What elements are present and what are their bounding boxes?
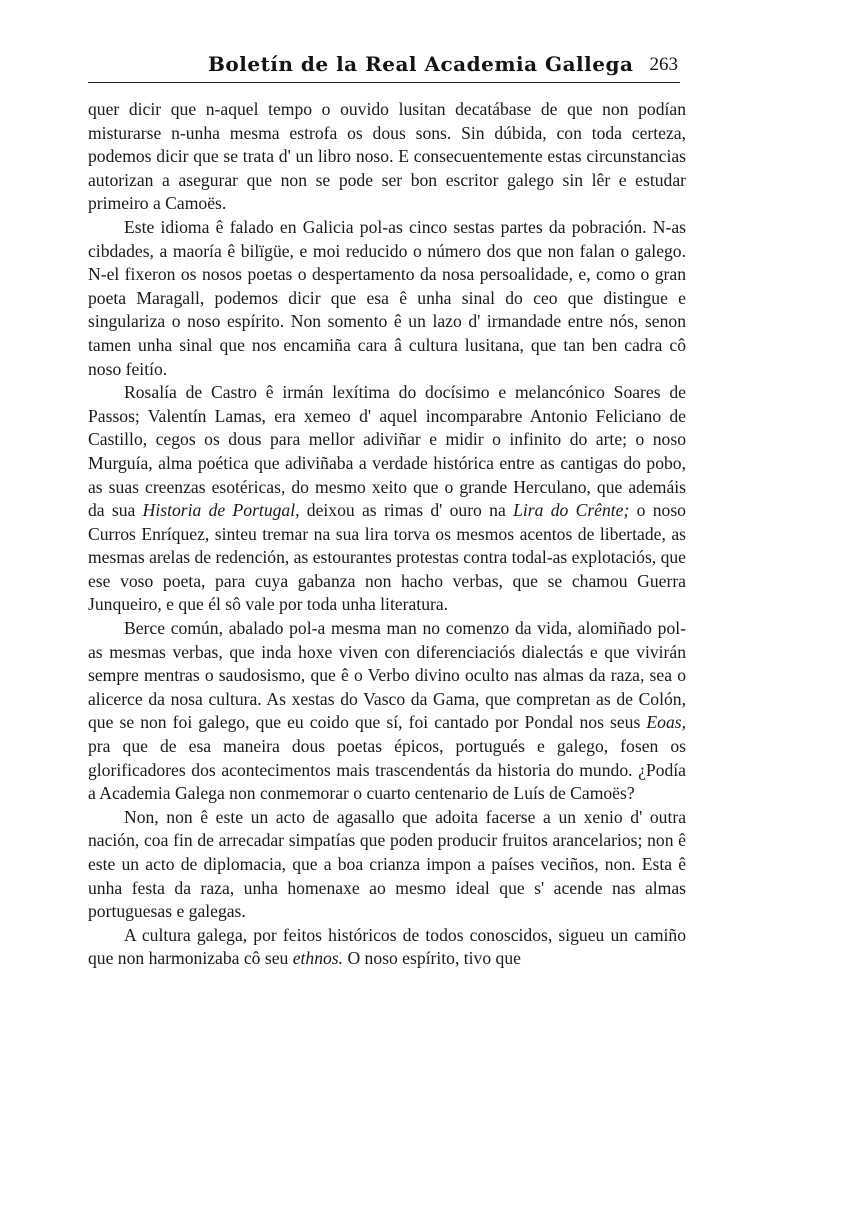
text-run: Non, non ê este un acto de agasallo que adoita facerse a un xenio d' outra nación, coa fin de arrecadar simpatías que poden producir fruitos arancelarios; non ê este un acto de diplomacia, que a boa crianza impon a países veciños, non. Esta ê unha festa da raza, unha homenaxe ao mesmo ideal que s' acende nas almas portuguesas e galegas. (88, 806, 686, 922)
paragraph-6 (88, 924, 686, 971)
italic-word-ethnos: ethnos. (292, 948, 344, 969)
running-header (88, 52, 680, 83)
text-run: Rosalía de Castro ê irmán lexítima do docísimo e melancónico Soares de Passos; Valentín Lamas, era xemeo d' aquel incomparabre Antonio Feliciano de Castillo, cegos os dous para mellor adiviñar e midir o infinito do arte; o noso Murguía, alma poética que adiviñaba a verdade histórica entre as cantigas do pobo, as suas creenzas esotéricas, do mesmo xeito que o grande Herculano, que ademáis da sua (88, 382, 686, 521)
text-run: O noso espírito, tivo que (343, 948, 521, 969)
journal-title: Boletín de la Real Academia Gallega (208, 52, 634, 76)
text-run: deixou as rimas d' ouro na (299, 500, 514, 521)
text-run: pra que de esa maneira dous poetas épicos, portugués e galego, fosen os glorificadores dos acontecimentos mais trascendentás da historia do mundo. ¿Podía a Academia Galega non conmemorar o cuarto centenario de Luís de Camoës? (88, 736, 686, 804)
italic-title-lira: Lira do Crênte; (513, 500, 630, 521)
text-run: Este idioma ê falado en Galicia pol-as cinco sestas partes da pobración. N-as cibdades, a maoría ê bilïgüe, e moi reducido o número dos que non falan o galego. N-el fixeron os nosos poetas o despertamento da nosa persoalidade, e, como o gran poeta Maragall, podemos dicir que esa ê unha sinal do ceo que distingue e singulariza o noso espírito. Non somento ê un lazo d' irmandade entre nós, senon tamen unha sinal que nos encamiña cara â cultura lusitana, que tan ben cadra cô noso feitío. (88, 216, 686, 379)
text-run: A cultura galega, por feitos históricos de todos conoscidos, sigueu un camiño que non harmonizaba cô seu (88, 924, 686, 969)
paragraph-3 (88, 381, 686, 617)
paragraph-4 (88, 617, 686, 806)
text-run: quer dicir que n-aquel tempo o ouvido lusitan decatábase de que non podían misturarse n-unha mesma estrofa os dous sons. Sin dúbida, con toda certeza, podemos dicir que se trata d' un libro noso. E consecuentemente estas circunstancias autorizan a asegurar que non se pode ser bon escritor galego sin lêr e estudar primeiro a Camoës. (88, 99, 686, 214)
body-text (88, 98, 686, 971)
text-run: o noso Curros Enríquez, sinteu tremar na sua lira torva os mesmos acentos de libertade, as mesmas arelas de redención, as estourantes protestas contra todal-as explotaciós, que ese voso poeta, para cuya gabanza non hacho verbas, que se chamou Guerra Junqueiro, e que él sô vale por toda unha literatura. (88, 500, 686, 615)
italic-title-eoas: Eoas, (646, 712, 686, 733)
paragraph-1 (88, 98, 686, 216)
text-run: Berce común, abalado pol-a mesma man no comenzo da vida, alomiñado pol-as mesmas verbas, que inda hoxe viven con diferenciaciós dialectás e que vivirán sempre mentras o saudosismo, que ê o Verbo divino oculto nas almas da raza, sea o alicerce da nosa cultura. As xestas do Vasco da Gama, que compretan as de Colón, que se non foi galego, que eu coido que sí, foi cantado por Pondal nos seus (88, 618, 686, 733)
italic-title-historia: Historia de Portugal, (142, 500, 300, 521)
page-number: 263 (649, 54, 678, 75)
paragraph-5 (88, 806, 686, 924)
paragraph-2 (88, 216, 686, 381)
